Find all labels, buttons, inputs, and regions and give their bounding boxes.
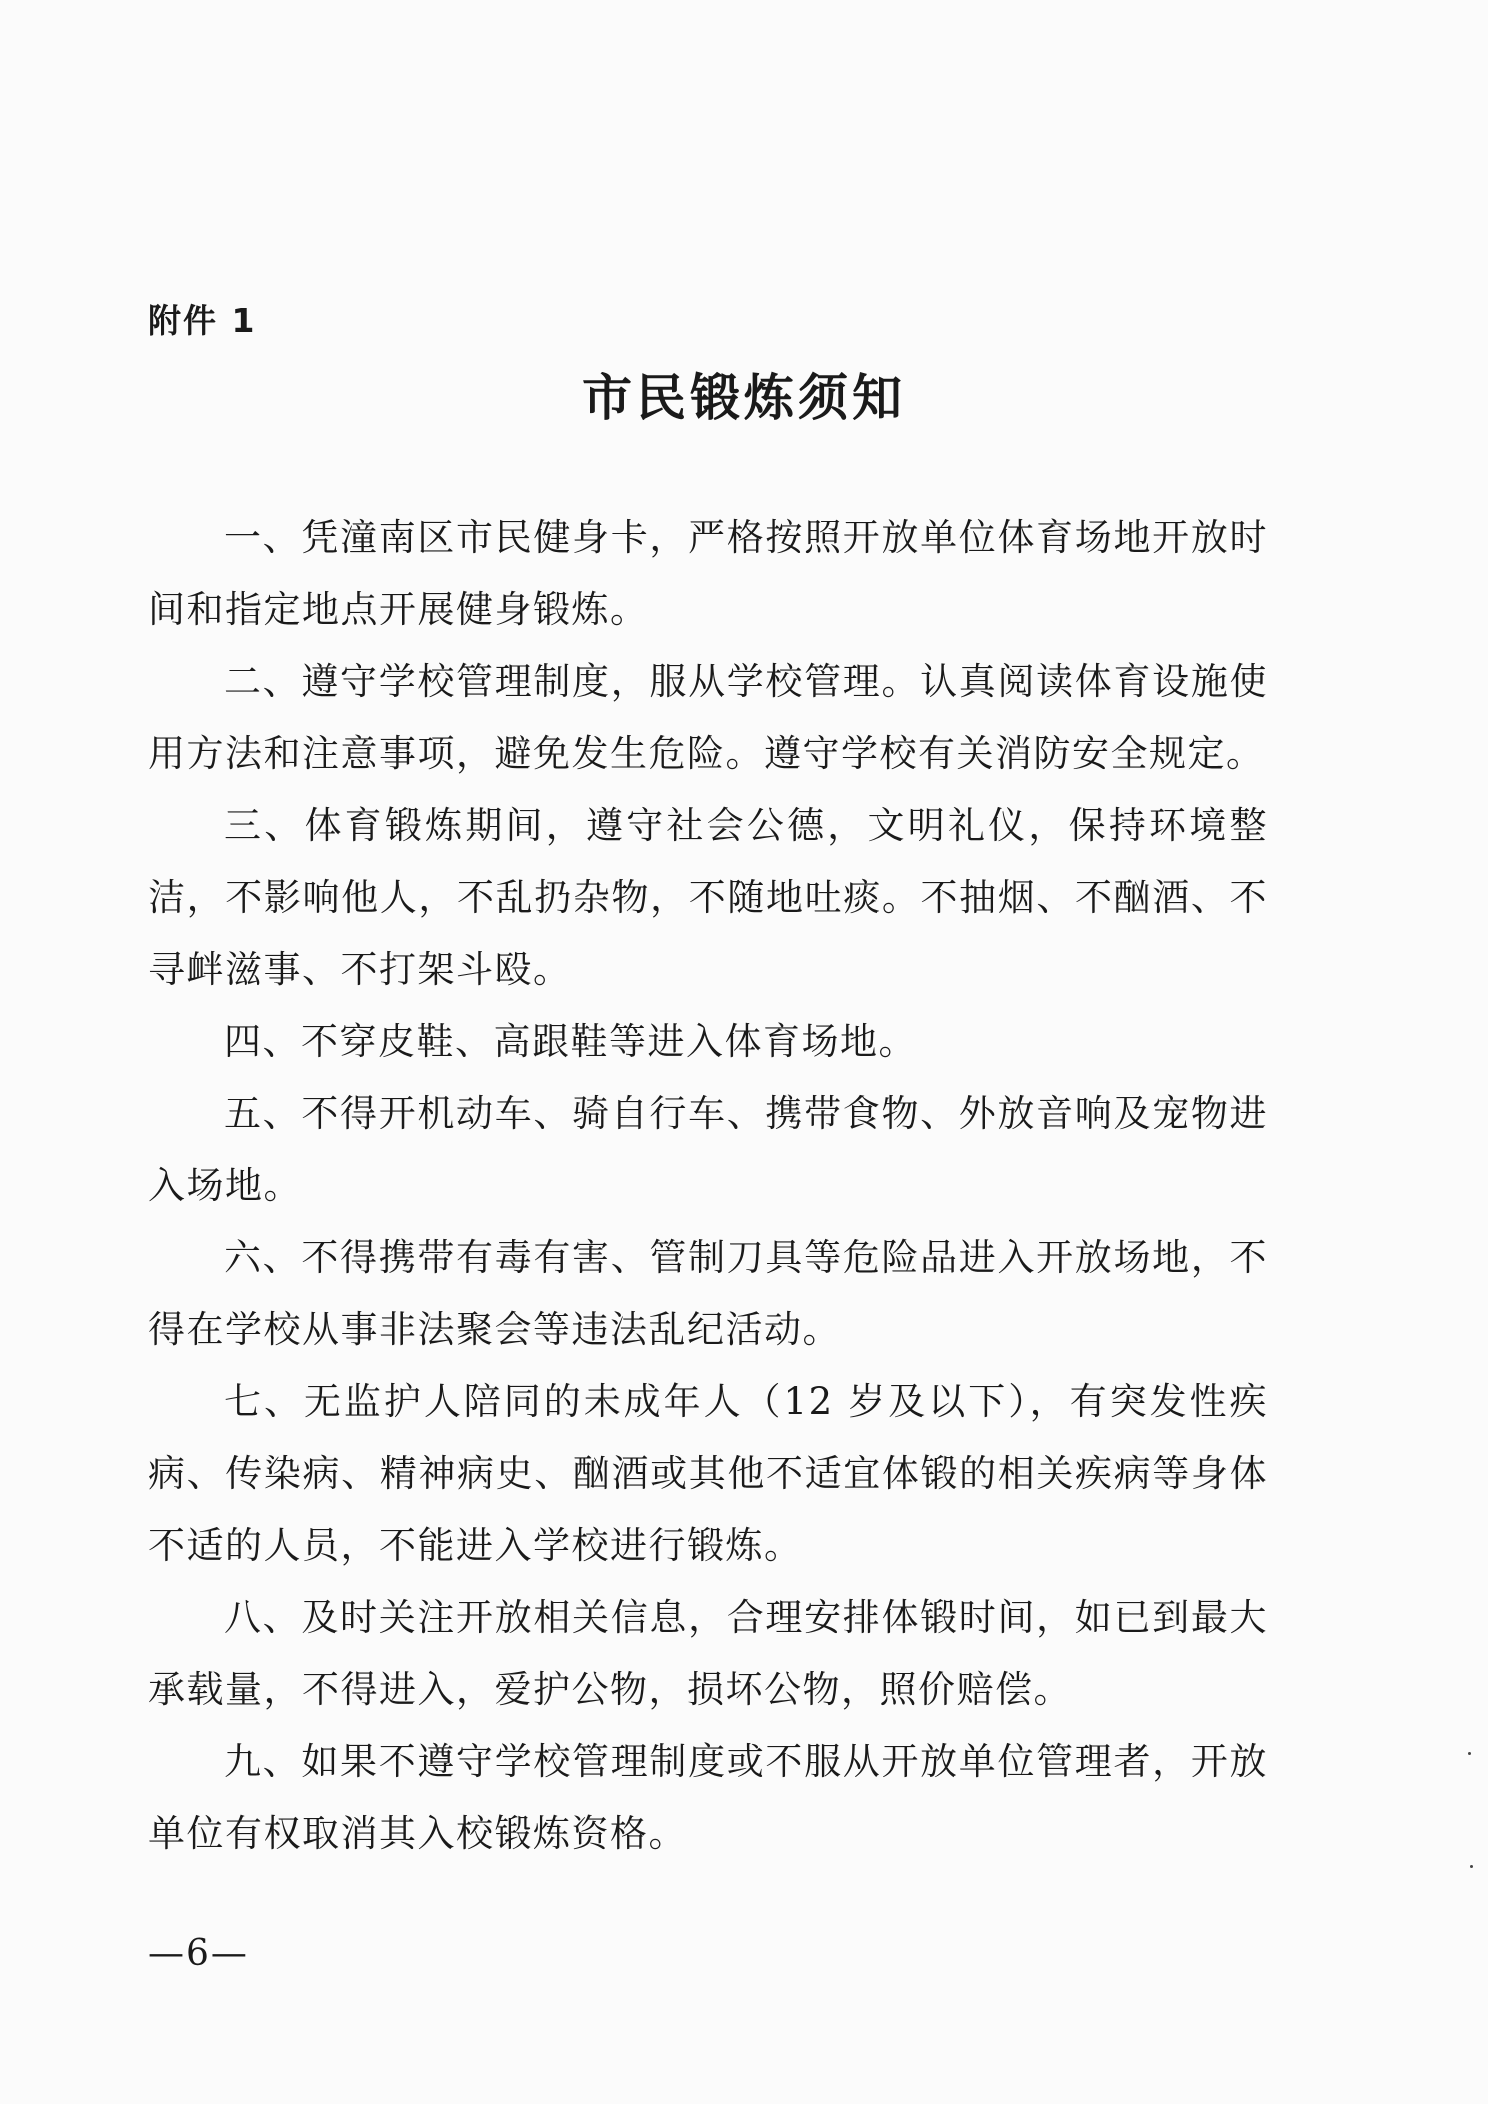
- paragraph-2: 二、遵守学校管理制度，服从学校管理。认真阅读体育设施使用方法和注意事项，避免发生危险。遵守学校有关消防安全规定。: [148, 660, 1268, 775]
- document-title: 市民锻炼须知: [582, 368, 906, 427]
- paragraph-5: 五、不得开机动车、骑自行车、携带食物、外放音响及宠物进入场地。: [148, 1092, 1268, 1207]
- page-number: —6—: [148, 1933, 249, 1974]
- paragraph-4: 四、不穿皮鞋、高跟鞋等进入体育场地。: [224, 1020, 917, 1063]
- scan-artifact-dot: [1470, 1865, 1473, 1868]
- paragraph-6: 六、不得携带有毒有害、管制刀具等危险品进入开放场地，不得在学校从事非法聚会等违法乱纪活动。: [148, 1236, 1268, 1351]
- attachment-label: 附件 1: [148, 301, 257, 340]
- paragraph-7: 七、无监护人陪同的未成年人（12 岁及以下），有突发性疾病、传染病、精神病史、酗酒或其他不适宜体锻的相关疾病等身体不适的人员，不能进入学校进行锻炼。: [148, 1380, 1268, 1567]
- scan-artifact-dot: [1468, 1752, 1471, 1755]
- paragraph-8: 八、及时关注开放相关信息，合理安排体锻时间，如已到最大承载量，不得进入，爱护公物，损坏公物，照价赔偿。: [148, 1596, 1268, 1711]
- document-body: [148, 502, 1268, 1870]
- paragraph-9: 九、如果不遵守学校管理制度或不服从开放单位管理者，开放单位有权取消其入校锻炼资格。: [148, 1740, 1268, 1855]
- paragraph-3: 三、体育锻炼期间，遵守社会公德，文明礼仪，保持环境整洁，不影响他人，不乱扔杂物，不随地吐痰。不抽烟、不酗酒、不寻衅滋事、不打架斗殴。: [148, 804, 1268, 991]
- paragraph-1: 一、凭潼南区市民健身卡，严格按照开放单位体育场地开放时间和指定地点开展健身锻炼。: [148, 516, 1268, 631]
